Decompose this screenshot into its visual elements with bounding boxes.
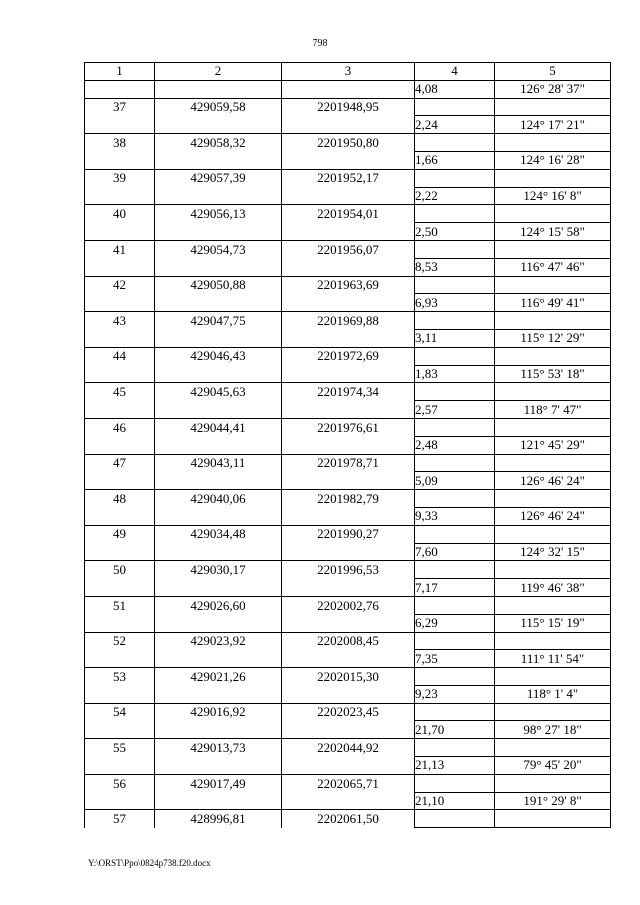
x-coordinate-cell: 429023,92 — [155, 632, 282, 650]
y-coordinate-cell: 2201950,80 — [282, 134, 415, 152]
y-coordinate-cell — [282, 685, 415, 703]
segment-row — [85, 757, 611, 775]
y-coordinate-cell — [282, 614, 415, 632]
y-coordinate-cell: 2201972,69 — [282, 347, 415, 365]
point-number-cell — [85, 757, 155, 775]
angle-cell: 124° 32' 15" — [495, 543, 611, 561]
length-cell: 4,08 — [415, 80, 495, 98]
point-number-cell — [85, 187, 155, 205]
point-row — [85, 561, 611, 579]
angle-cell — [495, 276, 611, 294]
length-cell — [415, 98, 495, 116]
angle-cell — [495, 98, 611, 116]
x-coordinate-cell: 429034,48 — [155, 525, 282, 543]
y-coordinate-cell — [282, 757, 415, 775]
point-number-cell: 44 — [85, 347, 155, 365]
x-coordinate-cell — [155, 650, 282, 668]
point-number-cell: 56 — [85, 774, 155, 792]
point-number-cell — [85, 543, 155, 561]
length-cell — [415, 276, 495, 294]
segment-row — [85, 223, 611, 241]
point-row — [85, 525, 611, 543]
page-number: 798 — [312, 38, 328, 49]
point-number-cell: 51 — [85, 596, 155, 614]
point-number-cell — [85, 401, 155, 419]
segment-row — [85, 472, 611, 490]
length-cell: 7,60 — [415, 543, 495, 561]
length-cell — [415, 703, 495, 721]
y-coordinate-cell: 2202023,45 — [282, 703, 415, 721]
y-coordinate-cell — [282, 436, 415, 454]
point-row — [85, 383, 611, 401]
x-coordinate-cell — [155, 472, 282, 490]
x-coordinate-cell — [155, 116, 282, 134]
length-cell — [415, 739, 495, 757]
header-col-3: 3 — [282, 63, 415, 81]
length-cell — [415, 169, 495, 187]
angle-cell: 124° 16' 8" — [495, 187, 611, 205]
point-row — [85, 596, 611, 614]
point-number-cell — [85, 436, 155, 454]
length-cell: 7,35 — [415, 650, 495, 668]
length-cell: 9,23 — [415, 685, 495, 703]
point-row — [85, 276, 611, 294]
y-coordinate-cell — [282, 116, 415, 134]
x-coordinate-cell — [155, 543, 282, 561]
x-coordinate-cell: 429030,17 — [155, 561, 282, 579]
point-number-cell: 45 — [85, 383, 155, 401]
angle-cell — [495, 668, 611, 686]
point-number-cell: 53 — [85, 668, 155, 686]
angle-cell: 121° 45' 29" — [495, 436, 611, 454]
x-coordinate-cell: 429043,11 — [155, 454, 282, 472]
segment-row — [85, 329, 611, 347]
x-coordinate-cell: 429017,49 — [155, 774, 282, 792]
y-coordinate-cell: 2201974,34 — [282, 383, 415, 401]
segment-row — [85, 650, 611, 668]
x-coordinate-cell: 429056,13 — [155, 205, 282, 223]
length-cell: 6,93 — [415, 294, 495, 312]
point-row — [85, 454, 611, 472]
y-coordinate-cell — [282, 258, 415, 276]
table-body — [85, 80, 611, 827]
length-cell — [415, 240, 495, 258]
x-coordinate-cell: 429057,39 — [155, 169, 282, 187]
point-number-cell: 42 — [85, 276, 155, 294]
angle-cell — [495, 240, 611, 258]
angle-cell — [495, 134, 611, 152]
angle-cell — [495, 774, 611, 792]
point-number-cell — [85, 472, 155, 490]
footer-file-path: Y:\ORST\Ppo\0824p738.f20.docx — [88, 858, 211, 868]
angle-cell — [495, 490, 611, 508]
length-cell: 1,83 — [415, 365, 495, 383]
length-cell: 8,53 — [415, 258, 495, 276]
segment-row — [85, 792, 611, 810]
point-number-cell — [85, 650, 155, 668]
segment-row — [85, 80, 611, 98]
point-row — [85, 312, 611, 330]
length-cell: 7,17 — [415, 579, 495, 597]
point-row — [85, 632, 611, 650]
angle-cell — [495, 596, 611, 614]
point-number-cell: 41 — [85, 240, 155, 258]
angle-cell: 118° 7' 47" — [495, 401, 611, 419]
angle-cell: 124° 15' 58" — [495, 223, 611, 241]
segment-row — [85, 116, 611, 134]
y-coordinate-cell — [282, 472, 415, 490]
y-coordinate-cell: 2202065,71 — [282, 774, 415, 792]
y-coordinate-cell: 2202002,76 — [282, 596, 415, 614]
y-coordinate-cell — [282, 543, 415, 561]
point-number-cell: 49 — [85, 525, 155, 543]
x-coordinate-cell — [155, 80, 282, 98]
angle-cell — [495, 810, 611, 828]
angle-cell — [495, 418, 611, 436]
length-cell — [415, 810, 495, 828]
length-cell — [415, 418, 495, 436]
point-row — [85, 774, 611, 792]
segment-row — [85, 294, 611, 312]
y-coordinate-cell — [282, 187, 415, 205]
y-coordinate-cell: 2202015,30 — [282, 668, 415, 686]
angle-cell: 124° 17' 21" — [495, 116, 611, 134]
x-coordinate-cell — [155, 721, 282, 739]
x-coordinate-cell: 429050,88 — [155, 276, 282, 294]
angle-cell: 111° 11' 54" — [495, 650, 611, 668]
point-number-cell: 39 — [85, 169, 155, 187]
header-col-1: 1 — [85, 63, 155, 81]
y-coordinate-cell: 2201952,17 — [282, 169, 415, 187]
x-coordinate-cell: 429059,58 — [155, 98, 282, 116]
point-number-cell: 57 — [85, 810, 155, 828]
y-coordinate-cell: 2201976,61 — [282, 418, 415, 436]
point-row — [85, 98, 611, 116]
point-number-cell: 55 — [85, 739, 155, 757]
x-coordinate-cell — [155, 792, 282, 810]
y-coordinate-cell: 2201954,01 — [282, 205, 415, 223]
angle-cell — [495, 525, 611, 543]
angle-cell — [495, 632, 611, 650]
point-number-cell: 37 — [85, 98, 155, 116]
point-number-cell — [85, 80, 155, 98]
length-cell — [415, 205, 495, 223]
angle-cell: 116° 49' 41" — [495, 294, 611, 312]
length-cell — [415, 525, 495, 543]
y-coordinate-cell — [282, 294, 415, 312]
angle-cell: 79° 45' 20" — [495, 757, 611, 775]
x-coordinate-cell — [155, 507, 282, 525]
x-coordinate-cell — [155, 365, 282, 383]
x-coordinate-cell: 429058,32 — [155, 134, 282, 152]
table-header-row — [85, 63, 611, 81]
point-number-cell — [85, 329, 155, 347]
length-cell — [415, 668, 495, 686]
length-cell: 2,50 — [415, 223, 495, 241]
length-cell — [415, 134, 495, 152]
x-coordinate-cell — [155, 401, 282, 419]
length-cell: 2,57 — [415, 401, 495, 419]
segment-row — [85, 365, 611, 383]
x-coordinate-cell — [155, 757, 282, 775]
y-coordinate-cell: 2202044,92 — [282, 739, 415, 757]
point-row — [85, 205, 611, 223]
point-number-cell — [85, 258, 155, 276]
angle-cell — [495, 312, 611, 330]
x-coordinate-cell: 429047,75 — [155, 312, 282, 330]
length-cell: 2,22 — [415, 187, 495, 205]
header-col-4: 4 — [415, 63, 495, 81]
y-coordinate-cell — [282, 579, 415, 597]
x-coordinate-cell — [155, 151, 282, 169]
angle-cell — [495, 347, 611, 365]
segment-row — [85, 579, 611, 597]
segment-row — [85, 401, 611, 419]
point-number-cell — [85, 116, 155, 134]
point-number-cell: 50 — [85, 561, 155, 579]
y-coordinate-cell: 2201948,95 — [282, 98, 415, 116]
x-coordinate-cell: 429040,06 — [155, 490, 282, 508]
length-cell: 2,48 — [415, 436, 495, 454]
coordinates-table — [84, 62, 611, 828]
x-coordinate-cell: 429021,26 — [155, 668, 282, 686]
length-cell: 6,29 — [415, 614, 495, 632]
segment-row — [85, 685, 611, 703]
angle-cell — [495, 561, 611, 579]
angle-cell: 191° 29' 8" — [495, 792, 611, 810]
length-cell: 3,11 — [415, 329, 495, 347]
y-coordinate-cell — [282, 721, 415, 739]
angle-cell — [495, 169, 611, 187]
length-cell — [415, 561, 495, 579]
angle-cell: 115° 15' 19" — [495, 614, 611, 632]
point-number-cell: 54 — [85, 703, 155, 721]
x-coordinate-cell — [155, 436, 282, 454]
point-row — [85, 739, 611, 757]
angle-cell: 118° 1' 4" — [495, 685, 611, 703]
y-coordinate-cell — [282, 792, 415, 810]
y-coordinate-cell: 2201978,71 — [282, 454, 415, 472]
point-number-cell: 38 — [85, 134, 155, 152]
x-coordinate-cell: 429013,73 — [155, 739, 282, 757]
length-cell: 2,24 — [415, 116, 495, 134]
x-coordinate-cell: 429016,92 — [155, 703, 282, 721]
y-coordinate-cell: 2202008,45 — [282, 632, 415, 650]
segment-row — [85, 614, 611, 632]
y-coordinate-cell — [282, 365, 415, 383]
angle-cell — [495, 383, 611, 401]
length-cell — [415, 383, 495, 401]
length-cell: 21,10 — [415, 792, 495, 810]
point-number-cell — [85, 223, 155, 241]
segment-row — [85, 258, 611, 276]
length-cell: 5,09 — [415, 472, 495, 490]
y-coordinate-cell — [282, 650, 415, 668]
x-coordinate-cell: 429026,60 — [155, 596, 282, 614]
angle-cell — [495, 739, 611, 757]
y-coordinate-cell — [282, 223, 415, 241]
point-row — [85, 169, 611, 187]
point-number-cell — [85, 365, 155, 383]
point-row — [85, 418, 611, 436]
length-cell: 21,13 — [415, 757, 495, 775]
angle-cell: 115° 12' 29" — [495, 329, 611, 347]
point-row — [85, 810, 611, 828]
y-coordinate-cell: 2202061,50 — [282, 810, 415, 828]
length-cell — [415, 347, 495, 365]
point-number-cell: 52 — [85, 632, 155, 650]
segment-row — [85, 436, 611, 454]
point-row — [85, 490, 611, 508]
point-number-cell: 43 — [85, 312, 155, 330]
point-number-cell: 48 — [85, 490, 155, 508]
x-coordinate-cell — [155, 579, 282, 597]
x-coordinate-cell: 429046,43 — [155, 347, 282, 365]
point-number-cell — [85, 294, 155, 312]
x-coordinate-cell — [155, 258, 282, 276]
point-number-cell — [85, 721, 155, 739]
x-coordinate-cell: 428996,81 — [155, 810, 282, 828]
point-number-cell — [85, 151, 155, 169]
y-coordinate-cell — [282, 329, 415, 347]
x-coordinate-cell — [155, 614, 282, 632]
angle-cell — [495, 205, 611, 223]
angle-cell: 116° 47' 46" — [495, 258, 611, 276]
y-coordinate-cell — [282, 507, 415, 525]
x-coordinate-cell: 429044,41 — [155, 418, 282, 436]
point-row — [85, 703, 611, 721]
angle-cell: 126° 28' 37" — [495, 80, 611, 98]
point-number-cell — [85, 507, 155, 525]
header-col-5: 5 — [495, 63, 611, 81]
point-number-cell: 47 — [85, 454, 155, 472]
point-row — [85, 134, 611, 152]
y-coordinate-cell: 2201963,69 — [282, 276, 415, 294]
point-number-cell — [85, 579, 155, 597]
angle-cell: 126° 46' 24" — [495, 472, 611, 490]
length-cell: 9,33 — [415, 507, 495, 525]
x-coordinate-cell — [155, 223, 282, 241]
x-coordinate-cell: 429054,73 — [155, 240, 282, 258]
length-cell — [415, 490, 495, 508]
x-coordinate-cell — [155, 187, 282, 205]
angle-cell: 119° 46' 38" — [495, 579, 611, 597]
length-cell — [415, 312, 495, 330]
y-coordinate-cell: 2201969,88 — [282, 312, 415, 330]
point-row — [85, 240, 611, 258]
point-number-cell — [85, 685, 155, 703]
angle-cell: 115° 53' 18" — [495, 365, 611, 383]
angle-cell: 98° 27' 18" — [495, 721, 611, 739]
segment-row — [85, 721, 611, 739]
point-number-cell — [85, 792, 155, 810]
y-coordinate-cell: 2201956,07 — [282, 240, 415, 258]
point-number-cell — [85, 614, 155, 632]
point-number-cell: 46 — [85, 418, 155, 436]
x-coordinate-cell: 429045,63 — [155, 383, 282, 401]
length-cell — [415, 596, 495, 614]
y-coordinate-cell — [282, 401, 415, 419]
y-coordinate-cell — [282, 80, 415, 98]
x-coordinate-cell — [155, 685, 282, 703]
y-coordinate-cell: 2201982,79 — [282, 490, 415, 508]
length-cell — [415, 632, 495, 650]
point-row — [85, 668, 611, 686]
segment-row — [85, 543, 611, 561]
length-cell: 21,70 — [415, 721, 495, 739]
y-coordinate-cell — [282, 151, 415, 169]
y-coordinate-cell: 2201996,53 — [282, 561, 415, 579]
length-cell — [415, 454, 495, 472]
point-number-cell: 40 — [85, 205, 155, 223]
angle-cell — [495, 703, 611, 721]
angle-cell: 124° 16' 28" — [495, 151, 611, 169]
y-coordinate-cell: 2201990,27 — [282, 525, 415, 543]
segment-row — [85, 507, 611, 525]
point-row — [85, 347, 611, 365]
x-coordinate-cell — [155, 329, 282, 347]
angle-cell: 126° 46' 24" — [495, 507, 611, 525]
length-cell — [415, 774, 495, 792]
x-coordinate-cell — [155, 294, 282, 312]
segment-row — [85, 151, 611, 169]
angle-cell — [495, 454, 611, 472]
length-cell: 1,66 — [415, 151, 495, 169]
segment-row — [85, 187, 611, 205]
header-col-2: 2 — [155, 63, 282, 81]
